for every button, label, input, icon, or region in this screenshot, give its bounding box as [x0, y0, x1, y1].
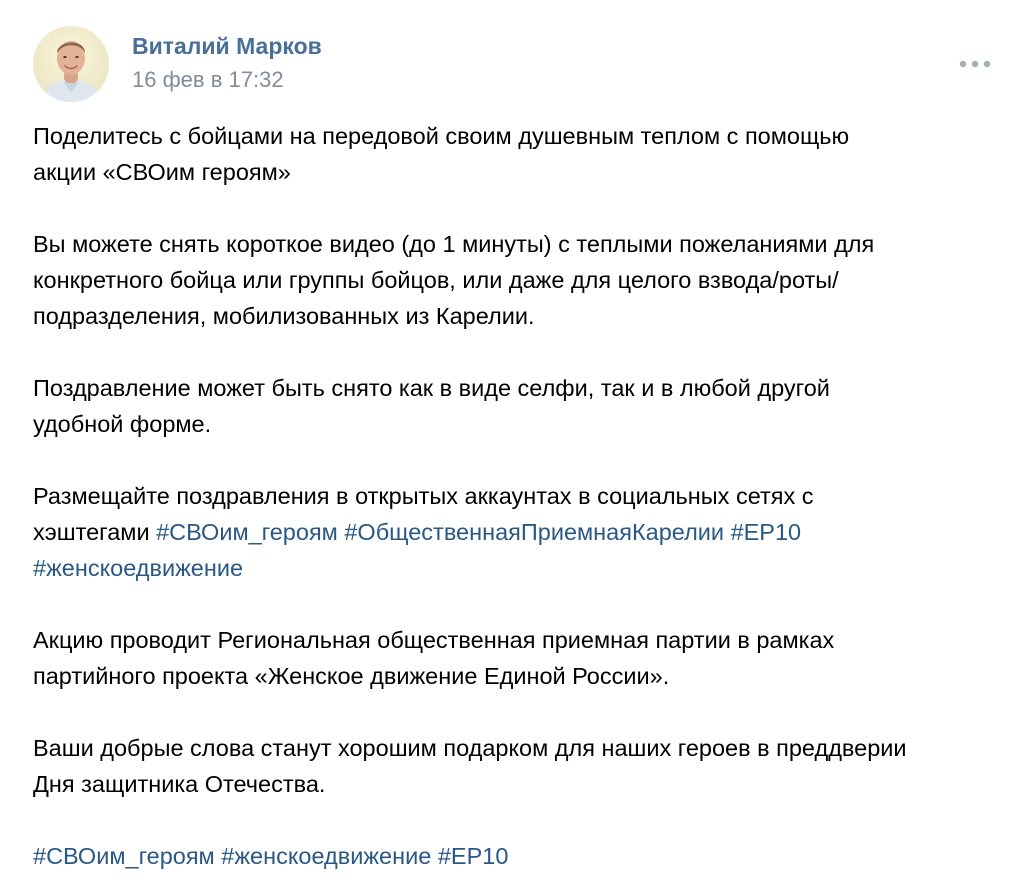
author-avatar-photo: [33, 26, 109, 102]
post-paragraph: [33, 118, 983, 190]
hashtag-link-zhenskoedvizhenie[interactable]: #женскоедвижение: [33, 555, 244, 581]
text-line: [33, 550, 983, 586]
text-line: Поделитесь с бойцами на передовой своим душевным теплом с помощью: [33, 123, 850, 149]
post-text: [33, 118, 983, 874]
hashtag-link-zhenskoedvizhenie[interactable]: #женскоедвижение: [221, 843, 432, 869]
text-line: [33, 514, 983, 550]
text-line: Дня защитника Отечества.: [33, 771, 326, 797]
text-line: конкретного бойца или группы бойцов, или даже для целого взвода/роты/: [33, 267, 839, 293]
text-line: Размещайте поздравления в открытых аккаунтах в социальных сетях с: [33, 483, 814, 509]
text-line: подразделения, мобилизованных из Карелии.: [33, 303, 535, 329]
text-line: Поздравление может быть снято как в виде селфи, так и в любой другой: [33, 375, 830, 401]
hashtag-link-svoim-geroyam[interactable]: #СВОим_героям: [156, 519, 338, 545]
post-hashtags: [33, 838, 983, 874]
text-line: [33, 838, 983, 874]
post-more-button[interactable]: [957, 50, 993, 78]
text-line: партийного проекта «Женское движение Единой России».: [33, 663, 670, 689]
text-line: удобной форме.: [33, 411, 212, 437]
author-avatar[interactable]: [33, 26, 109, 102]
text-line: Ваши добрые слова станут хорошим подарком для наших героев в преддверии: [33, 735, 907, 761]
hashtag-link-er10[interactable]: #ЕР10: [437, 843, 509, 869]
text-line: Вы можете снять короткое видео (до 1 минуты) с теплыми пожеланиями для: [33, 231, 875, 257]
post-paragraph: [33, 478, 983, 586]
post-paragraph: [33, 226, 983, 334]
post-paragraph: [33, 370, 983, 442]
post-paragraph: [33, 730, 983, 802]
text-fragment: хэштегами: [33, 519, 157, 545]
post-header: [33, 26, 993, 102]
hashtag-link-svoim-geroyam[interactable]: #СВОим_героям: [33, 843, 215, 869]
hashtag-link-obshchestvennaya-priemnaya[interactable]: #ОбщественнаяПриемнаяКарелии: [344, 519, 725, 545]
text-line: Акцию проводит Региональная общественная приемная партии в рамках: [33, 627, 835, 653]
post-date-link[interactable]: 16 фев в 17:32: [132, 67, 284, 92]
hashtag-link-er10[interactable]: #ЕР10: [730, 519, 802, 545]
post-paragraph: [33, 622, 983, 694]
author-name-link[interactable]: Виталий Марков: [132, 33, 322, 59]
text-line: акции «СВОим героям»: [33, 159, 291, 185]
more-horizontal-icon: [959, 60, 991, 68]
